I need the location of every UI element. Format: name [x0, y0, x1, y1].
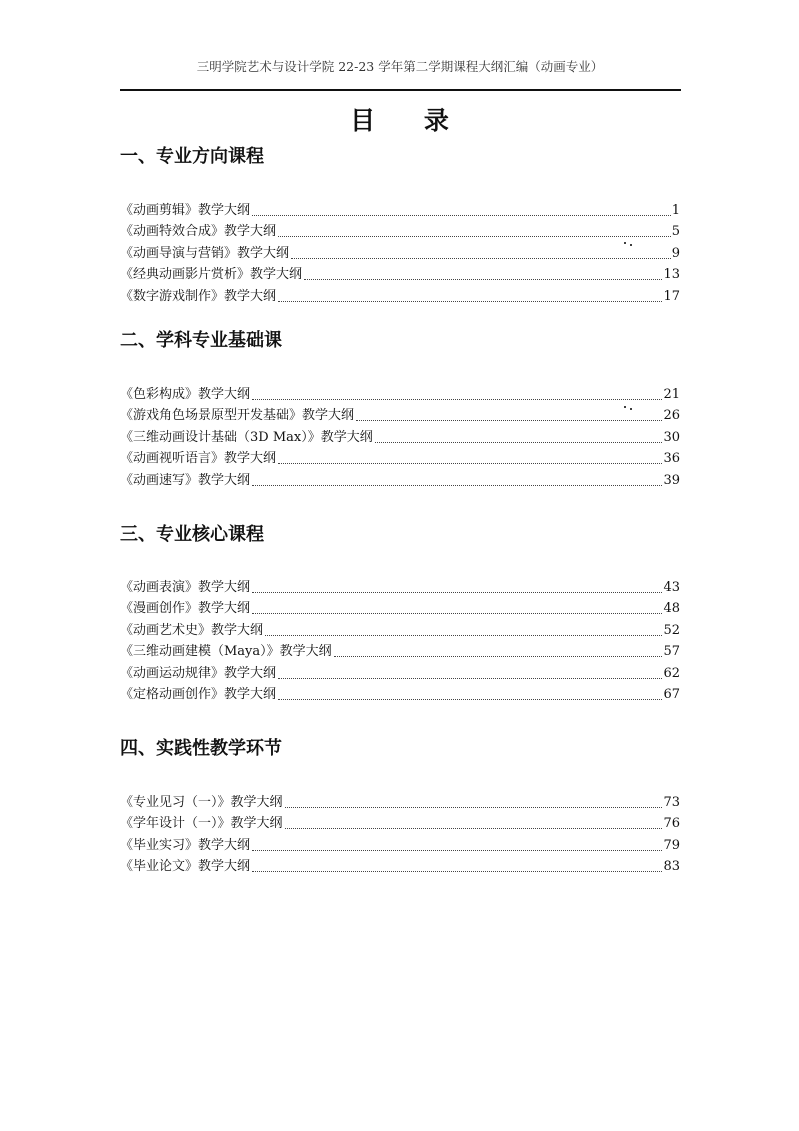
toc-entry[interactable] — [120, 832, 680, 854]
dot-leader — [278, 463, 662, 464]
entry-page-number: 48 — [663, 601, 680, 616]
section-heading-3: 三、专业核心课程 — [120, 524, 264, 545]
dot-leader — [291, 258, 671, 259]
toc-entry[interactable] — [120, 682, 680, 704]
entry-title: 《毕业论文》教学大纲 — [120, 859, 251, 874]
dot-leader — [252, 485, 662, 486]
entry-page-number: 17 — [663, 288, 680, 304]
dot-leader — [252, 871, 662, 872]
toc-entry[interactable] — [120, 381, 680, 403]
dot-leader — [278, 678, 662, 679]
dot-leader — [278, 301, 662, 302]
dot-leader — [285, 807, 663, 808]
entry-page-number: 5 — [671, 224, 680, 239]
dot-leader — [252, 399, 662, 400]
toc-entry[interactable] — [120, 219, 680, 241]
entry-page-number: 30 — [663, 429, 680, 445]
entry-page-number: 83 — [663, 859, 680, 874]
scan-speck — [630, 244, 632, 246]
entry-title: 《三维动画建模（Maya）》教学大纲 — [120, 644, 332, 659]
entry-title: 《学年设计（一）》教学大纲 — [120, 816, 283, 831]
dot-leader — [252, 850, 662, 851]
entry-page-number: 26 — [663, 408, 680, 423]
running-header: 三明学院艺术与设计学院 22-23 学年第二学期课程大纲汇编（动画专业） — [196, 59, 604, 74]
entry-title: 《三维动画设计基础（3D Max）》教学大纲 — [120, 429, 373, 445]
toc-entry[interactable] — [120, 240, 680, 262]
header-rule — [120, 89, 681, 91]
entry-title: 《定格动画创作》教学大纲 — [120, 687, 277, 702]
entry-page-number: 79 — [663, 837, 680, 853]
entry-title: 《经典动画影片赏析》教学大纲 — [120, 267, 303, 282]
entry-title: 《专业见习（一）》教学大纲 — [120, 794, 283, 810]
dot-leader — [252, 592, 662, 593]
entry-page-number: 21 — [663, 386, 680, 402]
section-4-entries — [120, 789, 680, 875]
dot-leader — [285, 828, 663, 829]
entry-page-number: 36 — [663, 451, 680, 466]
toc-entry[interactable] — [120, 403, 680, 425]
entry-page-number: 62 — [663, 665, 680, 681]
entry-title: 《动画特效合成》教学大纲 — [120, 224, 277, 239]
entry-title: 《动画艺术史》教学大纲 — [120, 622, 264, 638]
scan-speck — [630, 408, 632, 410]
toc-entry[interactable] — [120, 574, 680, 596]
section-3-entries — [120, 574, 680, 703]
entry-page-number: 76 — [663, 816, 680, 831]
scan-speck — [624, 406, 626, 408]
entry-page-number: 43 — [663, 579, 680, 595]
dot-leader — [278, 699, 662, 700]
toc-entry[interactable] — [120, 424, 680, 446]
scan-speck — [624, 242, 626, 244]
dot-leader — [252, 215, 671, 216]
toc-entry[interactable] — [120, 617, 680, 639]
toc-entry[interactable] — [120, 854, 680, 876]
entry-title: 《游戏角色场景原型开发基础》教学大纲 — [120, 408, 355, 423]
toc-entry[interactable] — [120, 596, 680, 618]
dot-leader — [265, 635, 662, 636]
entry-page-number: 9 — [671, 245, 680, 261]
section-1-entries — [120, 197, 680, 305]
entry-page-number: 1 — [671, 202, 680, 218]
entry-title: 《数字游戏制作》教学大纲 — [120, 288, 277, 304]
toc-entry[interactable] — [120, 197, 680, 219]
toc-entry[interactable] — [120, 283, 680, 305]
dot-leader — [375, 442, 663, 443]
dot-leader — [278, 236, 671, 237]
section-2-entries — [120, 381, 680, 489]
dot-leader — [252, 613, 662, 614]
toc-title: 目 录 — [350, 106, 469, 135]
entry-title: 《毕业实习》教学大纲 — [120, 837, 251, 853]
entry-page-number: 73 — [663, 794, 680, 810]
toc-entry[interactable] — [120, 467, 680, 489]
section-heading-1: 一、专业方向课程 — [120, 146, 264, 167]
entry-title: 《动画表演》教学大纲 — [120, 579, 251, 595]
toc-entry[interactable] — [120, 639, 680, 661]
toc-entry[interactable] — [120, 660, 680, 682]
entry-page-number: 67 — [663, 687, 680, 702]
toc-entry[interactable] — [120, 262, 680, 284]
entry-page-number: 52 — [663, 622, 680, 638]
toc-entry[interactable] — [120, 446, 680, 468]
dot-leader — [334, 656, 663, 657]
toc-entry[interactable] — [120, 811, 680, 833]
entry-title: 《动画视听语言》教学大纲 — [120, 451, 277, 466]
entry-title: 《动画运动规律》教学大纲 — [120, 665, 277, 681]
entry-title: 《动画导演与营销》教学大纲 — [120, 245, 290, 261]
entry-page-number: 57 — [663, 644, 680, 659]
dot-leader — [356, 420, 662, 421]
entry-page-number: 13 — [663, 267, 680, 282]
section-heading-2: 二、学科专业基础课 — [120, 330, 282, 351]
toc-entry[interactable] — [120, 789, 680, 811]
section-heading-4: 四、实践性教学环节 — [120, 738, 282, 759]
entry-title: 《动画速写》教学大纲 — [120, 472, 251, 488]
entry-title: 《漫画创作》教学大纲 — [120, 601, 251, 616]
entry-title: 《动画剪辑》教学大纲 — [120, 202, 251, 218]
dot-leader — [304, 279, 662, 280]
entry-title: 《色彩构成》教学大纲 — [120, 386, 251, 402]
entry-page-number: 39 — [663, 472, 680, 488]
